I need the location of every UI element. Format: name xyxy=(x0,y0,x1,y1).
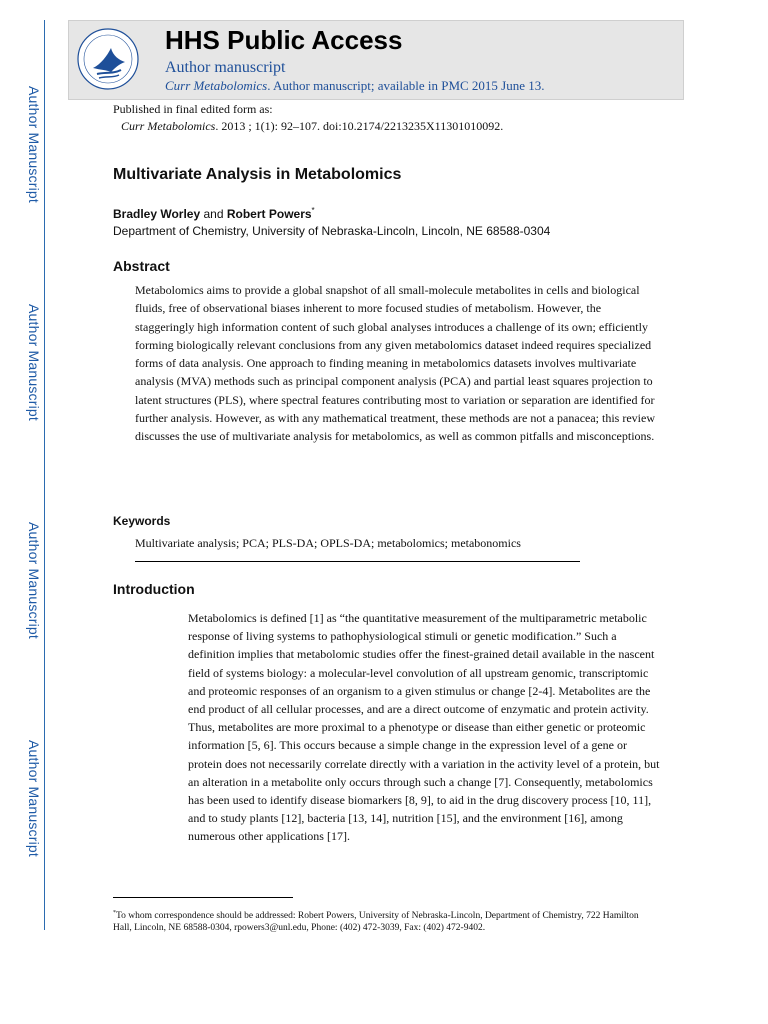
side-label-author-manuscript: Author Manuscript xyxy=(26,740,42,858)
keywords-heading: Keywords xyxy=(113,514,171,528)
affiliation: Department of Chemistry, University of Nebraska-Lincoln, Lincoln, NE 68588-0304 xyxy=(113,224,551,238)
banner-journal: Curr Metabolomics xyxy=(165,78,268,93)
published-note xyxy=(113,101,503,135)
hhs-banner xyxy=(68,20,684,100)
abstract-text: Metabolomics aims to provide a global snapshot of all small-molecule metabolites in cells and biological fluids, free of observational biases inherent to more focused studies of metabolism. However, the staggeringly high information content of such global analyses introduces a challenge of its own; efficiently forming biologically relevant conclusions from any given metabolomics dataset indeed requires specialized forms of data analysis. One approach to finding meaning in metabolomics datasets involves multivariate analysis (MVA) methods such as principal component analysis (PCA) and partial least squares projection to latent structures (PLS), where spectral features contributing most to variation or separation are identified for further analysis. However, as with any mathematical treatment, these methods are not a panacea; this review discusses the use of multivariate analysis for metabolomics, as well as common pitfalls and misconceptions. xyxy=(135,283,655,444)
published-journal: Curr Metabolomics xyxy=(121,119,216,133)
footnote-text: To whom correspondence should be addressed: Robert Powers, University of Nebraska-Lincoln, Department of Chemistry, 722 Hamilton Hall, Lincoln, NE 68588-0304, rpowers3@unl.edu, Phone: (402) 472-3039, Fax: (402) 472-9402. xyxy=(113,911,639,934)
author-list xyxy=(113,206,315,221)
author-conjunction: and xyxy=(200,207,227,221)
abstract-heading: Abstract xyxy=(113,258,170,274)
published-citation-text: . 2013 ; 1(1): 92–107. doi:10.2174/2213235X11301010092. xyxy=(215,119,504,133)
author-name: Bradley Worley xyxy=(113,207,201,221)
introduction-text: Metabolomics is defined [1] as “the quantitative measurement of the multiparametric metabolic response of living systems to pathophysiological stimuli or genetic modification.” Such a definition implies that metabolomic studies offer the finest-grained detail available in the nascent field of systems biology: a molecular-level convolution of all upstream genomic, transcriptomic and proteomic responses of an organism to a given stimulus or change [2-4]. Metabolites are the end product of all cellular processes, and are a direct outcome of enzymatic and protein activity. Thus, metabolites are more proximal to a phenotype or disease than either genetic or proteomic information [5, 6]. This occurs because a simple change in the expression level of a gene or protein does not necessarily correlate directly with a variation in the activity level of a protein, but an alteration in a metabolite only occurs through such a change [7]. Consequently, metabolomics has been used to identify disease biomarkers [8, 9], to aid in the drug discovery process [10, 11], and to study plants [12], bacteria [13, 14], nutrition [15], and the environment [16], among numerous other applications [17]. xyxy=(188,611,660,844)
banner-availability xyxy=(165,78,545,94)
footnote xyxy=(113,907,643,934)
hhs-eagle-seal-icon xyxy=(75,26,141,92)
side-label-author-manuscript: Author Manuscript xyxy=(26,86,42,204)
footnote-mark: * xyxy=(113,910,116,916)
left-margin-rule xyxy=(44,20,45,930)
banner-subtitle: Author manuscript xyxy=(165,59,286,76)
keywords-text: Multivariate analysis; PCA; PLS-DA; OPLS-DA; metabolomics; metabonomics xyxy=(135,536,521,550)
footnote-divider xyxy=(113,897,293,898)
side-label-author-manuscript: Author Manuscript xyxy=(26,522,42,640)
banner-title: HHS Public Access xyxy=(165,25,403,55)
side-label-author-manuscript: Author Manuscript xyxy=(26,304,42,422)
author-name: Robert Powers xyxy=(226,207,312,221)
keywords-divider xyxy=(135,561,580,562)
paper-title: Multivariate Analysis in Metabolomics xyxy=(113,166,402,183)
author-footnote-mark: * xyxy=(311,206,315,215)
banner-availability-text: . Author manuscript; available in PMC 2015 June 13. xyxy=(267,78,545,93)
published-label: Published in final edited form as: xyxy=(113,102,273,116)
published-citation xyxy=(113,118,503,135)
introduction-heading: Introduction xyxy=(113,581,195,597)
